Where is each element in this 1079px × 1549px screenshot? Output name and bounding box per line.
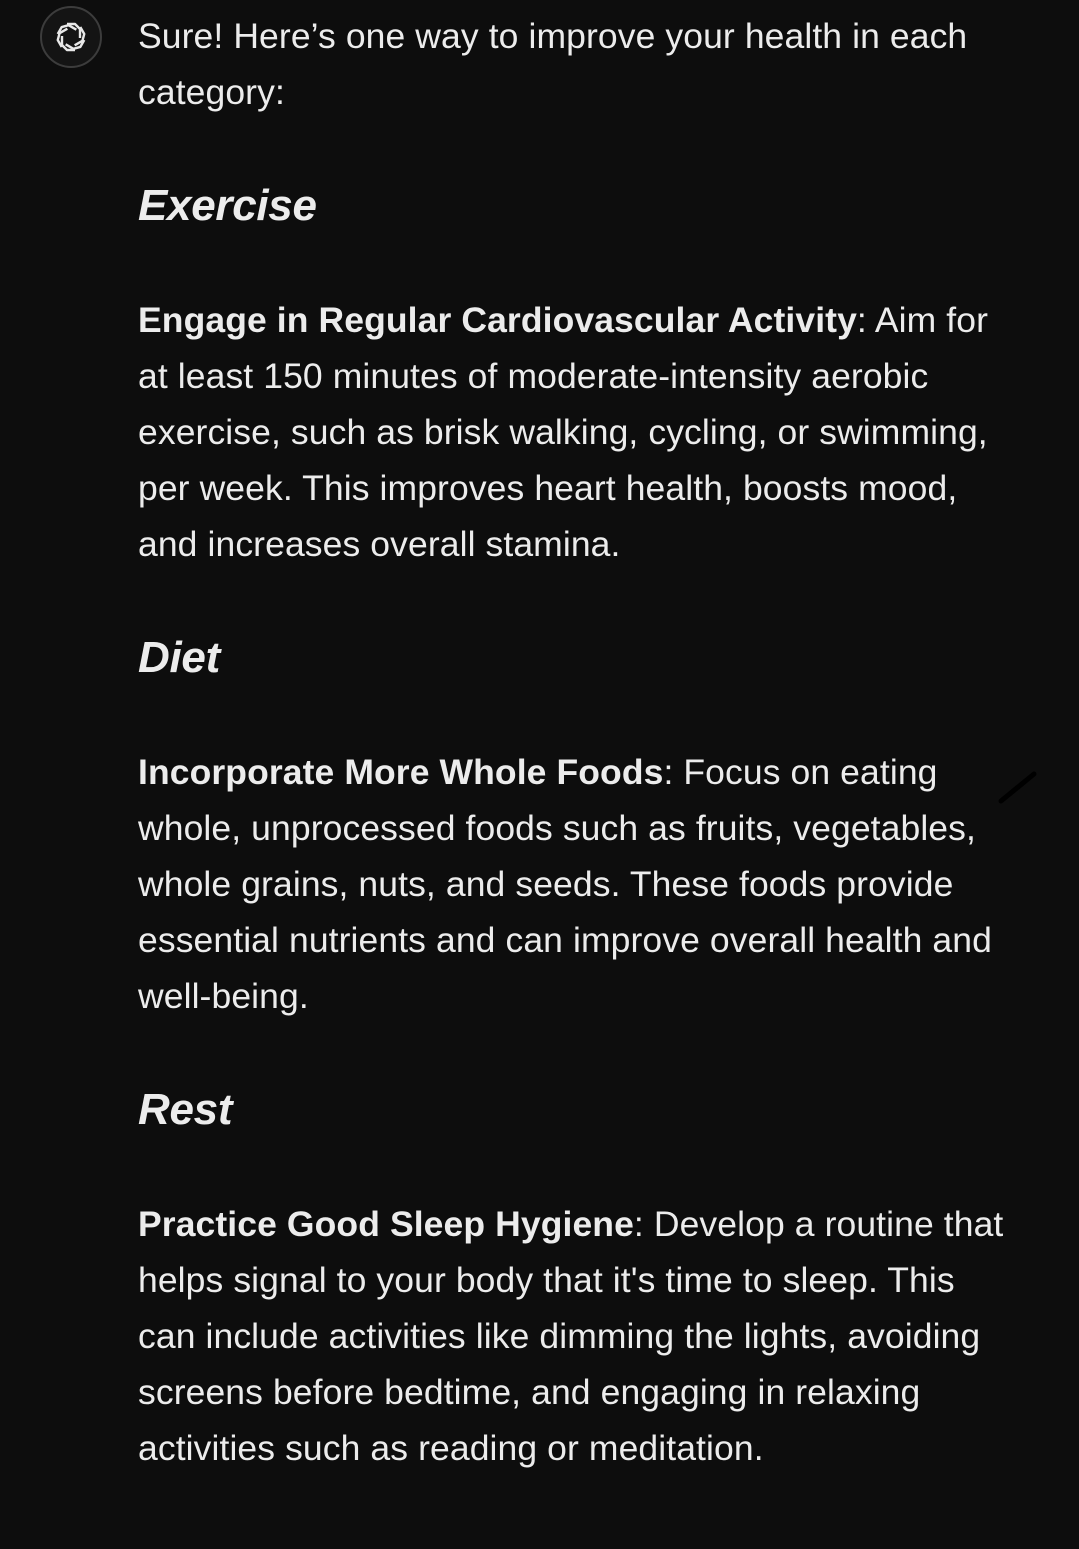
section-exercise: [138, 178, 1008, 572]
tip-text: Develop a routine that helps signal to your body that it's time to sleep. This can include activities like dimming the lights, avoiding screens before bedtime, and engaging in relaxing activities such as reading or meditation.: [138, 1204, 1004, 1468]
section-rest: [138, 1082, 1008, 1476]
section-heading: Rest: [138, 1085, 233, 1134]
tip-title: Incorporate More Whole Foods: [138, 752, 664, 792]
tip-text: Aim for at least 150 minutes of moderate-intensity aerobic exercise, such as brisk walking, cycling, or swimming, per week. This improves heart health, boosts mood, and increases overall stamina.: [138, 300, 989, 564]
section-body: [138, 744, 1008, 1024]
tip-title: Practice Good Sleep Hygiene: [138, 1204, 634, 1244]
tip-separator: :: [663, 752, 674, 792]
tip-title: Engage in Regular Cardiovascular Activity: [138, 300, 857, 340]
assistant-avatar: [40, 6, 102, 68]
section-body: [138, 292, 1008, 572]
section-heading: Diet: [138, 633, 220, 682]
section-heading: Exercise: [138, 181, 317, 230]
openai-logo-icon: [49, 15, 93, 59]
section-body: [138, 1196, 1008, 1476]
assistant-message: [138, 8, 1008, 1534]
message-intro: Sure! Here’s one way to improve your health in each category:: [138, 16, 968, 112]
pen-stroke-mark: [998, 770, 1042, 806]
tip-text: Focus on eating whole, unprocessed foods such as fruits, vegetables, whole grains, nuts, and seeds. These foods provide essential nutrients and can improve overall health and well-being.: [138, 752, 992, 1016]
tip-separator: :: [856, 300, 867, 340]
tip-separator: :: [633, 1204, 644, 1244]
section-diet: [138, 630, 1008, 1024]
